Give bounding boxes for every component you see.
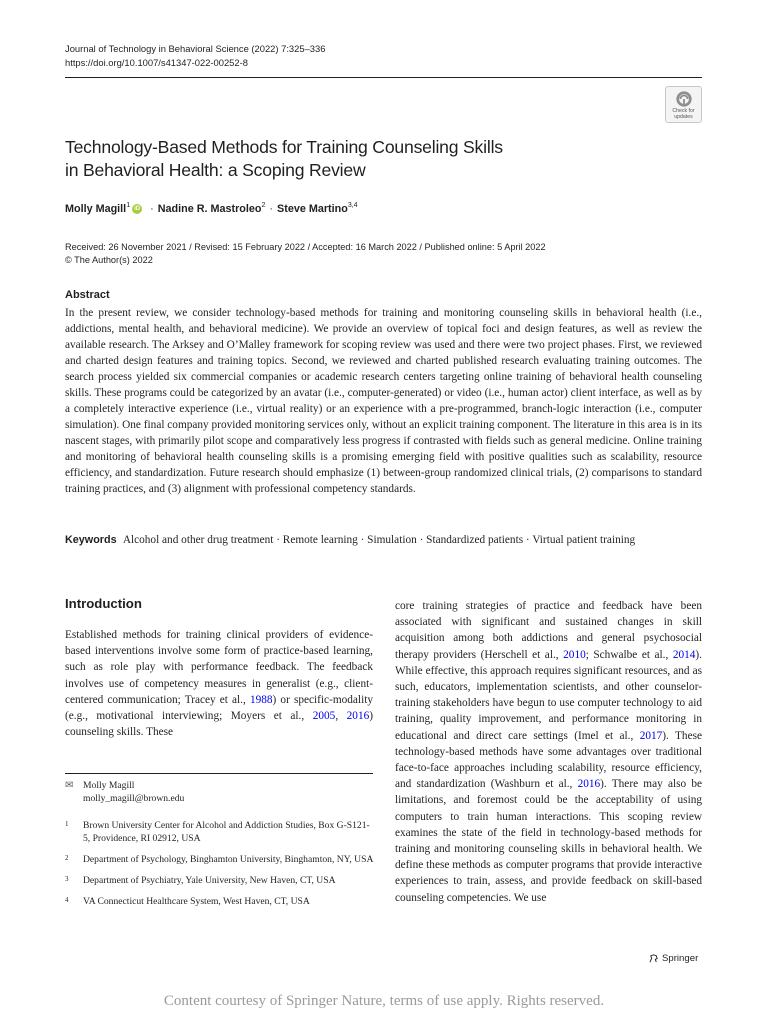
copyright: © The Author(s) 2022 — [65, 255, 153, 266]
affiliation-text: Department of Psychiatry, Yale University, New Haven, CT, USA — [83, 875, 336, 886]
header-rule — [65, 77, 702, 78]
body-text-segment: core training strategies of practice and feedback have been associated with significant and sustained changes in skill acquisition among both addictions and general psychosocial therapy providers (Herschell et al., — [395, 600, 702, 661]
author-name[interactable]: Molly Magill — [65, 203, 127, 215]
springer-horse-icon — [648, 953, 659, 964]
article-title — [65, 136, 503, 182]
citation-link[interactable]: 2016 — [346, 710, 370, 723]
author-separator: · — [269, 203, 274, 215]
abstract — [65, 305, 702, 497]
citation-link[interactable]: 1988 — [249, 693, 273, 706]
abstract-text: In the present review, we consider technology-based methods for training and monitoring counseling skills in behavioral health (i.e., addictions, mental health, and behavioral medicine). We provide an overview of topical foci and design features, as well as review the available research. The Arksey and O’Malley framework for scoping review was used and there were two project phases. First, we reviewed and charted design features and training topics. Second, we reviewed and charted published research evaluating training outcomes. The search process yielded six commercial companies or academic research centers targeting online training of behavioral health counseling skills. These programs could be categorized by an avatar (i.e., computer-generated) or video (i.e., human actor) client interface, as well as by a completely interactive experience (i.e., virtual reality) or an experience with a pre-programmed, branch-logic interaction (i.e., computer simulation). One final company provided monitoring services only, without an explicit training component. The literature in this area is in its nascent stages, with primarily pilot scope and comparatively less progress if contrasted with fields such as general medicine. Online training and monitoring of behavioral health counseling skills is a promising emerging field with positive qualities such as scalability, resource efficiency, and standardization. Future research should emphasize (1) between-group randomized clinical trials, (2) comparisons to standard training practices, and (3) alignment with professional competency standards. — [65, 307, 702, 495]
affiliation-text: VA Connecticut Healthcare System, West Haven, CT, USA — [83, 896, 310, 907]
courtesy-notice: Content courtesy of Springer Nature, terms of use apply. Rights reserved. — [163, 993, 605, 1009]
left-column — [65, 596, 373, 740]
corresponding-author: Molly Magill — [83, 780, 135, 791]
body-text-segment: , — [335, 710, 347, 723]
orcid-icon[interactable]: iD — [134, 206, 141, 212]
author-affiliation-sup: 2 — [261, 201, 266, 209]
affiliations — [65, 819, 375, 916]
publisher-name: Springer — [662, 953, 699, 964]
citation-link[interactable]: 2016 — [577, 778, 601, 791]
title-line-2: in Behavioral Health: a Scoping Review — [65, 160, 366, 180]
keywords-label: Keywords — [65, 534, 117, 546]
badge-label: Check for updates — [672, 108, 695, 120]
author-name[interactable]: Steve Martino — [277, 203, 348, 215]
check-for-updates-icon — [675, 90, 693, 108]
doi-link[interactable]: https://doi.org/10.1007/s41347-022-00252-8 — [65, 56, 248, 68]
author-name[interactable]: Nadine R. Mastroleo — [157, 203, 262, 215]
abstract-heading: Abstract — [65, 289, 110, 301]
affiliation-number: 3 — [65, 875, 69, 883]
affiliation-item — [65, 853, 375, 866]
body-text-segment: ; Schwalbe et al., — [585, 648, 673, 661]
author-affiliation-sup: 3,4 — [347, 201, 358, 209]
affiliation-text: Brown University Center for Alcohol and Addiction Studies, Box G-S121-5, Providence, RI 02912, USA — [83, 820, 370, 844]
author-list — [65, 203, 358, 215]
body-text-segment: ). While effective, this approach requires significant resources, and as such, educators, implementation scientists, and other counselor-training stakeholders have begun to use computer technology to aid training, quality improvement, and performance monitoring in educational and direct care settings (Imel et al., — [395, 648, 703, 742]
author-affiliation-sup: 1 — [126, 201, 131, 209]
affiliation-item — [65, 874, 375, 887]
envelope-icon: ✉ — [65, 780, 74, 791]
citation-link[interactable]: 2010 — [563, 648, 586, 661]
keywords-text: Alcohol and other drug treatment · Remote learning · Simulation · Standardized patients · Virtual patient training — [122, 534, 636, 546]
affiliation-number: 1 — [65, 820, 69, 828]
citation-link[interactable]: 2017 — [639, 729, 663, 742]
correspondence — [65, 779, 184, 805]
journal-header — [65, 42, 325, 69]
introduction-paragraph-right — [395, 598, 702, 906]
author-separator: · — [150, 203, 154, 215]
publication-dates — [65, 241, 546, 268]
body-text-segment: ) or specific-modality (e.g., motivational interviewing; Moyers et al., — [65, 693, 373, 723]
citation-link[interactable]: 2005 — [312, 710, 336, 723]
check-for-updates-badge[interactable] — [665, 86, 702, 123]
citation-link[interactable]: 2014 — [672, 648, 696, 661]
affiliation-item — [65, 895, 375, 908]
history-dates: Received: 26 November 2021 / Revised: 15 February 2022 / Accepted: 16 March 2022 / Published online: 5 April 2022 — [65, 242, 546, 252]
affiliation-item — [65, 819, 375, 845]
body-text-segment: ). These technology-based methods have some advantages over traditional face-to-face approaches including scalability, resource efficiency, and standardization (Washburn et al., — [395, 729, 702, 791]
keywords — [65, 532, 702, 548]
affiliation-number: 4 — [65, 896, 69, 904]
right-column — [395, 598, 702, 906]
body-text-segment: ) counseling skills. These — [65, 710, 373, 739]
affiliation-number: 2 — [65, 854, 69, 862]
journal-citation: Journal of Technology in Behavioral Science (2022) 7:325–336 — [65, 43, 326, 54]
affiliation-text: Department of Psychology, Binghamton University, Binghamton, NY, USA — [83, 854, 374, 865]
springer-logo — [648, 953, 698, 964]
footnote-rule — [65, 773, 373, 774]
introduction-heading: Introduction — [65, 596, 142, 611]
introduction-paragraph-left — [65, 627, 373, 740]
body-text-segment: ). There may also be limitations, and foremost could be the acceptability of using computers to train human interactions. This scoping review examines the state of the field in technology-based methods for training and monitoring counseling skills in behavioral health. We define these methods as computer programs that provide interactive experiences to train, assess, and provide feedback on skill-based counseling competencies. We use — [395, 778, 703, 904]
title-line-1: Technology-Based Methods for Training Counseling Skills — [65, 137, 503, 157]
corresponding-email[interactable]: molly_magill@brown.edu — [83, 793, 185, 804]
body-text-segment: Established methods for training clinical providers of evidence-based interventions involve some form of practice-based learning, such as role play with performance feedback. The feedback involves use of competency measures in generalist (e.g., client-centered communication; Tracey et al., — [65, 629, 373, 706]
